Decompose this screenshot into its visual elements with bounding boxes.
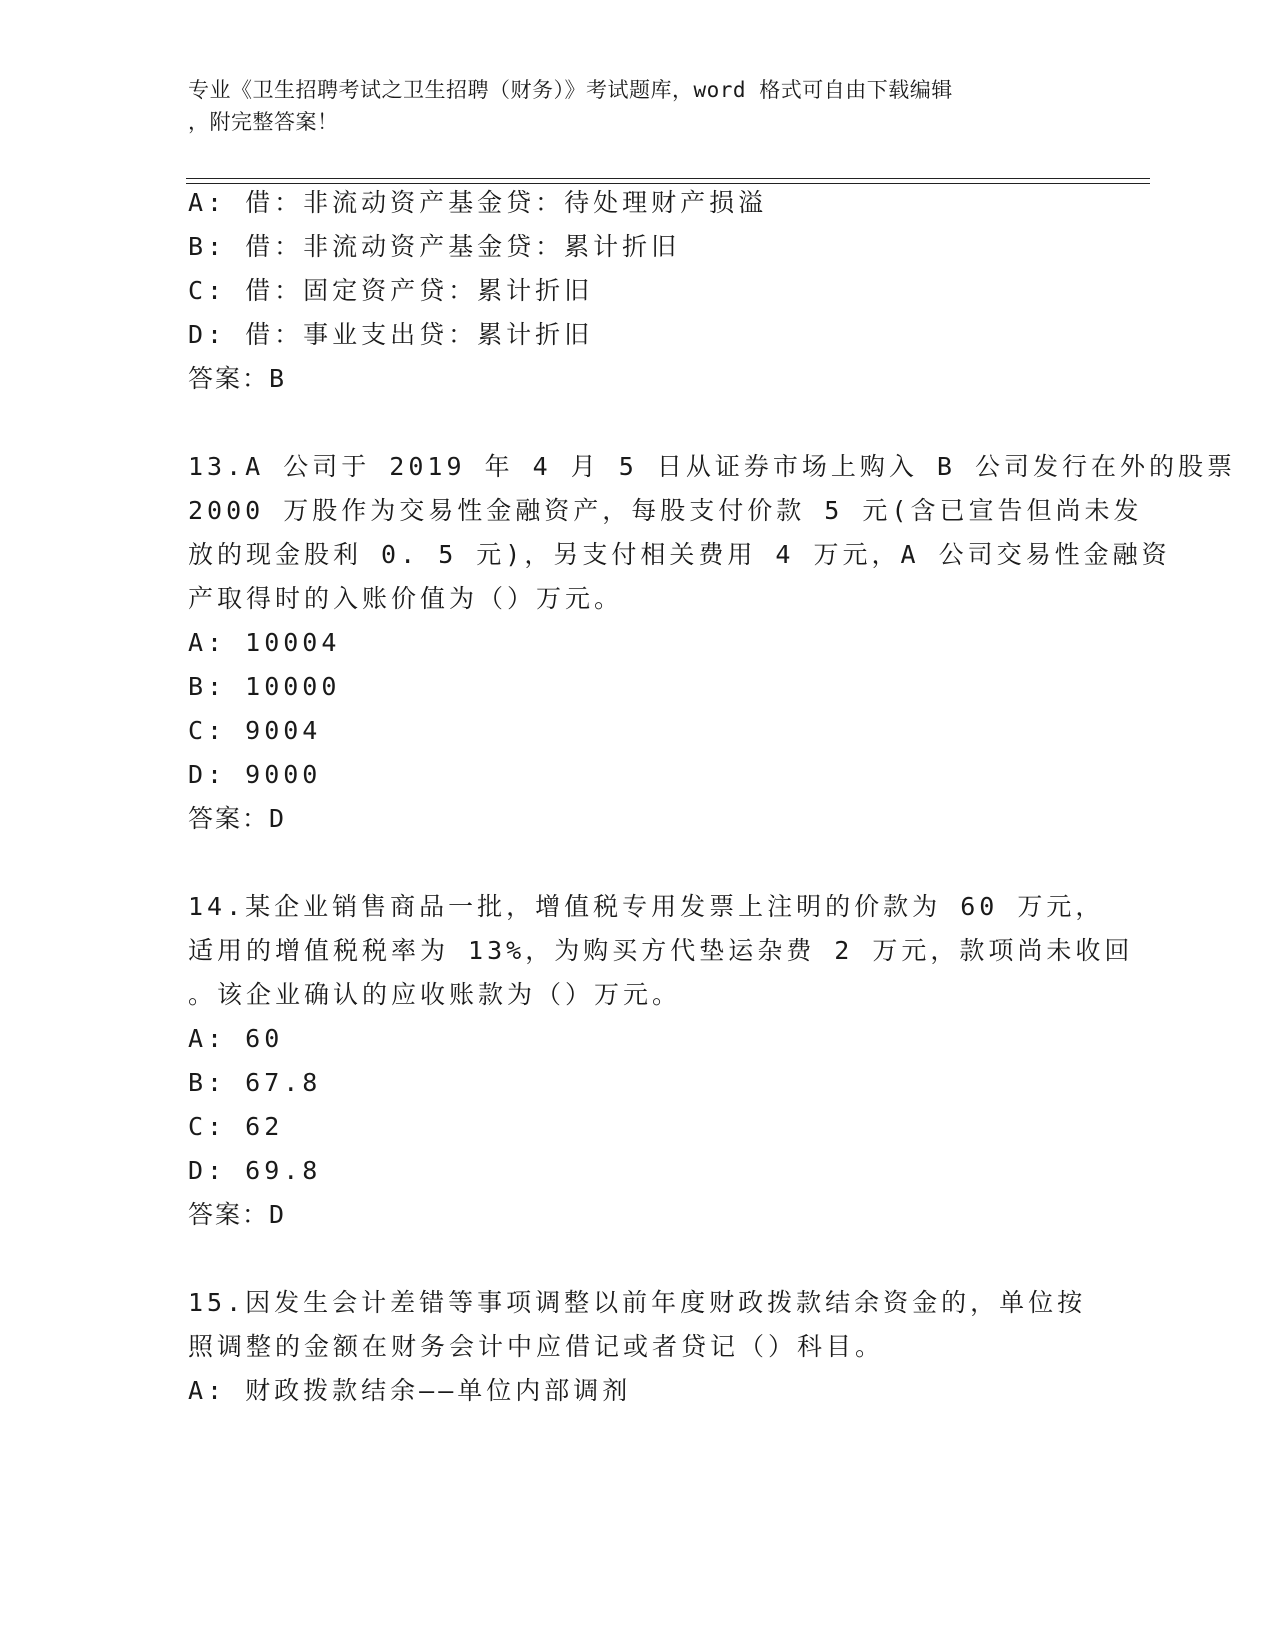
q13-option-b: B: 10000 [188, 672, 341, 701]
q14-option-c: C: 62 [188, 1112, 284, 1141]
q13-option-c: C: 9004 [188, 716, 322, 745]
q15-stem-line-1: 15.因发生会计差错等事项调整以前年度财政拨款结余资金的，单位按 [188, 1288, 1087, 1317]
q14-stem-line-3: 。该企业确认的应收账款为（）万元。 [188, 980, 682, 1009]
q14-answer: 答案：D [188, 1200, 287, 1229]
q14-option-b: B: 67.8 [188, 1068, 322, 1097]
q13-stem-line-3: 放的现金股利 0. 5 元)，另支付相关费用 4 万元，A 公司交易性金融资 [188, 540, 1171, 569]
header-line-2: ，附完整答案！ [188, 110, 339, 134]
header-line-1: 专业《卫生招聘考试之卫生招聘（财务）》考试题库，word 格式可自由下载编辑 [188, 78, 953, 102]
q14-stem-line-2: 适用的增值税税率为 13%，为购买方代垫运杂费 2 万元，款项尚未收回 [188, 936, 1134, 965]
q13-stem-line-4: 产取得时的入账价值为（）万元。 [188, 584, 624, 613]
q14-stem-line-1: 14.某企业销售商品一批，增值税专用发票上注明的价款为 60 万元， [188, 892, 1105, 921]
q15-option-a: A: 财政拨款结余——单位内部调剂 [188, 1376, 632, 1405]
q12-option-b: B: 借：非流动资产基金贷：累计折旧 [188, 232, 681, 261]
q14-option-a: A: 60 [188, 1024, 284, 1053]
header-divider-top [186, 178, 1150, 179]
q12-option-d: D: 借：事业支出贷：累计折旧 [188, 320, 594, 349]
q13-option-a: A: 10004 [188, 628, 341, 657]
q12-option-c: C: 借：固定资产贷：累计折旧 [188, 276, 594, 305]
document-header [188, 74, 1068, 138]
q13-option-d: D: 9000 [188, 760, 322, 789]
q12-option-a: A: 借：非流动资产基金贷：待处理财产损溢 [188, 188, 768, 217]
q14-option-d: D: 69.8 [188, 1156, 322, 1185]
q13-stem-line-2: 2000 万股作为交易性金融资产，每股支付价款 5 元(含已宣告但尚未发 [188, 496, 1143, 525]
q15-stem-line-2: 照调整的金额在财务会计中应借记或者贷记（）科目。 [188, 1332, 885, 1361]
q12-answer: 答案：B [188, 364, 287, 393]
q13-answer: 答案：D [188, 804, 287, 833]
q13-stem-line-1: 13.A 公司于 2019 年 4 月 5 日从证券市场上购入 B 公司发行在外的股票 [188, 452, 1237, 481]
